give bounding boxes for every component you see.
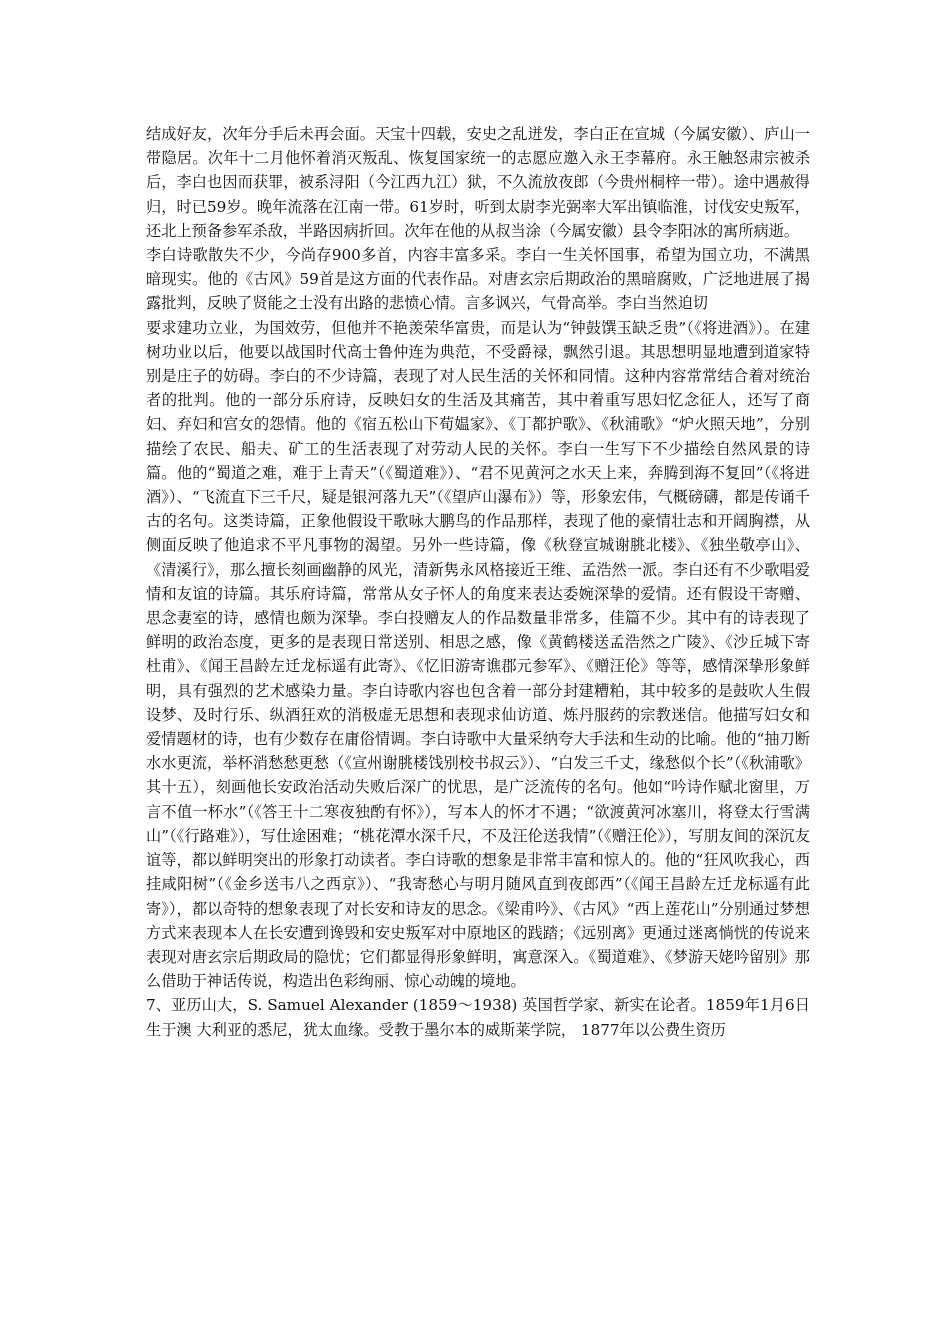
paragraph-li-bai-poetry-overview: 李白诗歌散失不少，今尚存900多首，内容丰富多采。李白一生关怀国事，希望为国立功，不满黑暗现实。他的《古风》59首是这方面的代表作品。对唐玄宗后期政治的黑暗腐败，广泛地进展了揭露批判，反映了贤能之士没有出路的悲愤心情。言多讽兴，气骨高举。李白当然迫切 — [146, 246, 810, 313]
paragraph-li-bai-poetry-themes: 要求建功立业，为国效劳，但他并不艳羡荣华富贵，而是认为“钟鼓馔玉缺乏贵”（《将进酒》）。在建树功业以后，他要以战国时代高士鲁仲连为典范，不受爵禄，飘然引退。其思想明显地遭到道家特别是庄子的妨碍。李白的不少诗篇，表现了对人民生活的关怀和同情。这种内容常常结合着对统治者的批判。他的一部分乐府诗，反映妇女的生活及其痛苦，其中着重写思妇忆念征人，还写了商妇、弃妇和宫女的怨情。他的《宿五松山下荀媪家》、《丁都护歌》、《秋浦歌》“炉火照天地”，分别描绘了农民、船夫、矿工的生活表现了对劳动人民的关怀。李白一生写下不少描绘自然风景的诗篇。他的“蜀道之难，难于上青天”（《蜀道难》）、“君不见黄河之水天上来，奔腾到海不复回”（《将进酒》）、“飞流直下三千尺，疑是银河落九天”（《望庐山瀑布》）等，形象宏伟，气概磅礴，都是传诵千古的名句。这类诗篇，正象他假设干歌咏大鹏鸟的作品那样，表现了他的豪情壮志和开阔胸襟，从侧面反映了他追求不平凡事物的渴望。另外一些诗篇，像《秋登宣城谢朓北楼》、《独坐敬亭山》、《清溪行》，那么擅长刻画幽静的风光，清新隽永风格接近王维、孟浩然一派。李白还有不少歌唱爱情和友谊的诗篇。其乐府诗篇，常常从女子怀人的角度来表达委婉深挚的爱情。还有假设干寄赠、思念妻室的诗，感情也颇为深挚。李白投赠友人的作品数量非常多，佳篇不少。其中有的诗表现了鲜明的政治态度，更多的是表现日常送别、相思之感，像《黄鹤楼送孟浩然之广陵》、《沙丘城下寄杜甫》、《闻王昌龄左迁龙标遥有此寄》、《忆旧游寄谯郡元参军》、《赠汪伦》等等，感情深挚形象鲜明，具有强烈的艺术感染力量。李白诗歌内容也包含着一部分封建糟粕，其中较多的是鼓吹人生假设梦、及时行乐、纵酒狂欢的消极虚无思想和表现求仙访道、炼丹服药的宗教迷信。他描写妇女和爱情题材的诗，也有少数存在庸俗情调。李白诗歌中大量采纳夸大手法和生动的比喻。他的“抽刀断水水更流，举杯消愁愁更愁（《宣州谢朓楼饯别校书叔云》）、“白发三千丈，缘愁似个长”（《秋浦歌》其十五），刻画他长安政治活动失败后深广的忧思，是广泛流传的名句。他如“吟诗作赋北窗里，万言不值一杯水”（《答王十二寒夜独酌有怀》），写本人的怀才不遇；“欲渡黄河冰塞川，将登太行雪满山”（《行路难》），写仕途困难；“桃花潭水深千尺，不及汪伦送我情”（《赠汪伦》），写朋友间的深沉友谊等，都以鲜明突出的形象打动读者。李白诗歌的想象是非常丰富和惊人的。他的“狂风吹我心，西挂咸阳树”（《金乡送韦八之西京》）、“我寄愁心与明月随风直到夜郎西”（《闻王昌龄左迁龙标遥有此寄》），都以奇特的想象表现了对长安和诗友的思念。《梁甫吟》、《古风》“西上莲花山”分别通过梦想方式来表现本人在长安遭到谗毁和安史叛军对中原地区的践踏；《远别离》更通过迷离惝恍的传说来表现对唐玄宗后期政局的隐忧；它们都显得形象鲜明，寓意深入。《蜀道难》、《梦游天姥吟留别》那么借助于神话传说，构造出色彩绚丽、惊心动魄的境地。 — [146, 318, 810, 991]
paragraph-alexander-intro: 7、亚历山大，S. Samuel Alexander (1859～1938) 英国哲学家、新实在论者。1859年1月6日生于澳 大利亚的悉尼，犹太血缘。受教于墨尔本的威斯莱学院， 1877年以公费生资历 — [146, 996, 810, 1039]
document-body — [146, 122, 810, 1042]
paragraph-li-bai-biography: 结成好友，次年分手后未再会面。天宝十四载，安史之乱迸发，李白正在宣城（今属安徽）、庐山一带隐居。次年十二月他怀着消灭叛乱、恢复国家统一的志愿应邀入永王李幕府。永王触怒肃宗被杀后，李白也因而获罪，被系浔阳（今江西九江）狱，不久流放夜郎（今贵州桐梓一带）。途中遇赦得归，时已59岁。晚年流落在江南一带。61岁时，听到太尉李光弼率大军出镇临淮，讨伐安史叛军，还北上预备参军杀敌，半路因病折回。次年在他的从叔当涂（今属安徽）县令李阳冰的寓所病逝。 — [146, 125, 810, 240]
